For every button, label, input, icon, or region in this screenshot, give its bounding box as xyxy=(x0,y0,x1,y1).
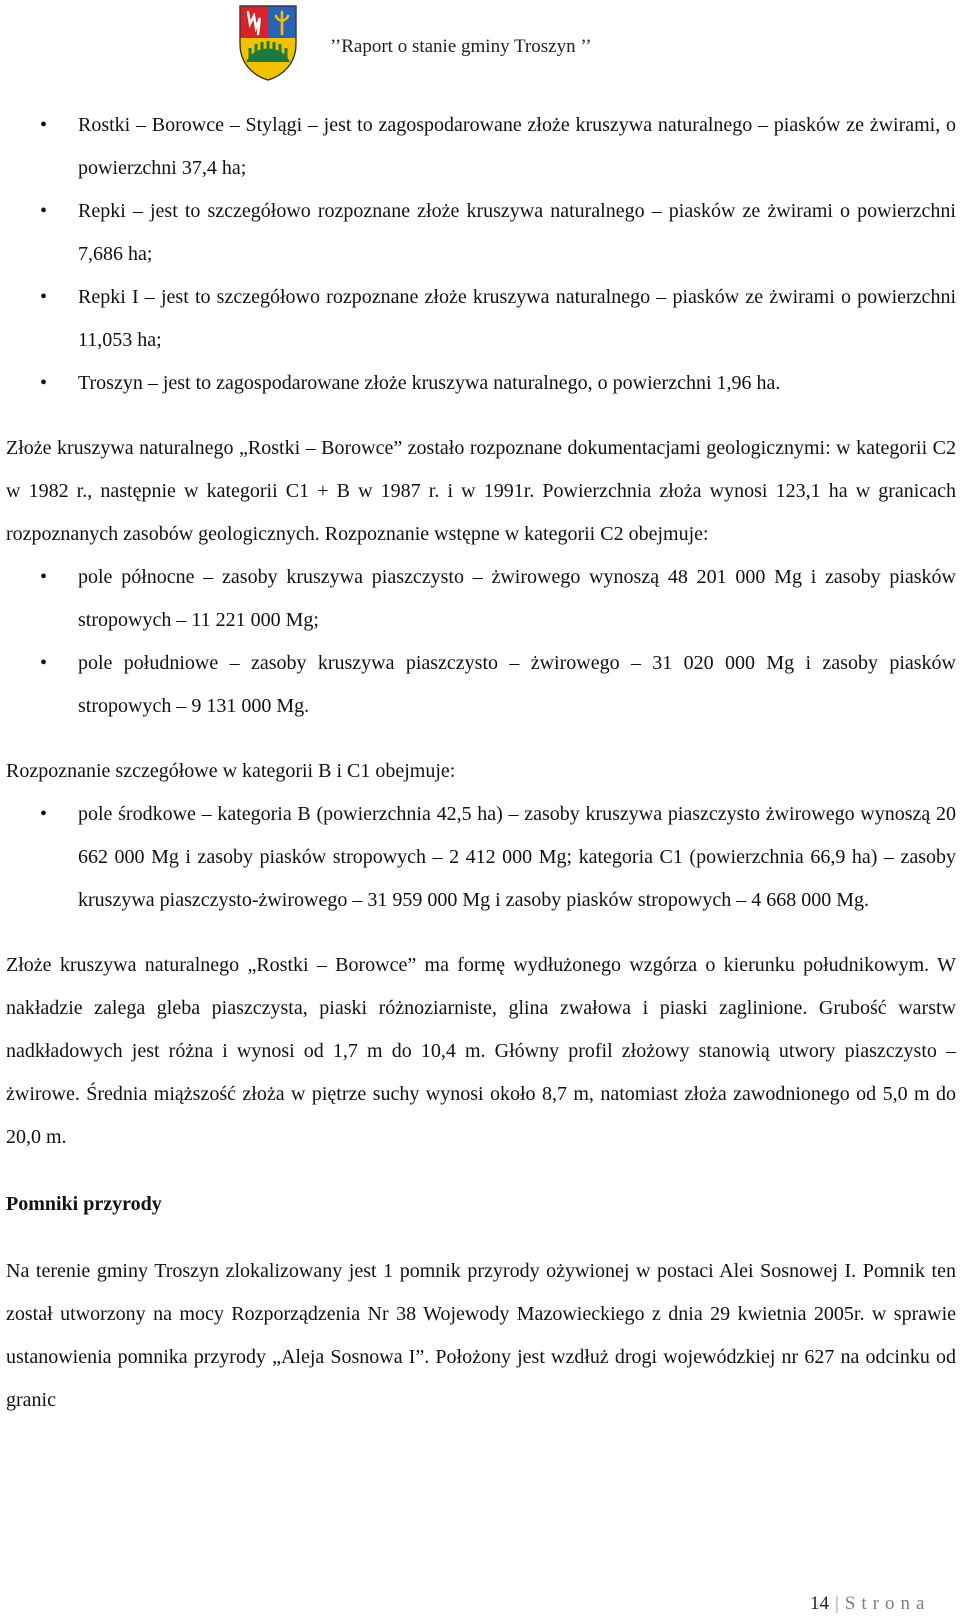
list-item: • pole północne – zasoby kruszywa piaszczysto – żwirowego wynoszą 48 201 000 Mg i zasoby piasków stropowych – 11 221 000 Mg; xyxy=(6,556,956,642)
footer-separator: | xyxy=(835,1593,839,1614)
page-header xyxy=(0,0,960,90)
report-title: ’’Raport o stanie gminy Troszyn ’’ xyxy=(330,36,592,57)
page-label: Strona xyxy=(844,1593,931,1614)
page-footer xyxy=(810,1593,930,1615)
list-item: • pole środkowe – kategoria B (powierzchnia 42,5 ha) – zasoby kruszywa piaszczysto żwirowego wynoszą 20 662 000 Mg i zasoby piasków stropowych – 2 412 000 Mg; kategoria C1 (powierzchnia 66,9 ha) – zasoby kruszywa piaszczysto-żwirowego – 31 959 000 Mg i zasoby piasków stropowych – 4 668 000 Mg. xyxy=(6,793,956,922)
list-item: • Repki I – jest to szczegółowo rozpoznane złoże kruszywa naturalnego – piasków ze żwirami o powierzchni 11,053 ha; xyxy=(6,276,956,362)
page-number: 14 xyxy=(810,1593,829,1614)
paragraph-deposit-form: Złoże kruszywa naturalnego „Rostki – Borowce” ma formę wydłużonego wzgórza o kierunku południkowym. W nakładzie zalega gleba piaszczysta, piaski różnoziarniste, glina zwałowa i piaski zaglinione. Grubość warstw nadkładowych jest różna i wynosi od 1,7 m do 10,4 m. Główny profil złożowy stanowią utwory piaszczysto – żwirowe. Średnia miąższość złoża w piętrze suchy wynosi około 8,7 m, natomiast złoża zawodnionego od 5,0 m do 20,0 m. xyxy=(6,954,956,1148)
paragraph-detailed-recognition: Rozpoznanie szczegółowe w kategorii B i C1 obejmuje: xyxy=(6,760,456,782)
page-content xyxy=(6,104,956,1422)
list-item: • Troszyn – jest to zagospodarowane złoże kruszywa naturalnego, o powierzchni 1,96 ha. xyxy=(6,362,956,405)
section-heading: Pomniki przyrody xyxy=(6,1193,162,1215)
list-item: • Rostki – Borowce – Stylągi – jest to zagospodarowane złoże kruszywa naturalnego – piasków ze żwirami, o powierzchni 37,4 ha; xyxy=(6,104,956,190)
b-c1-fields-list xyxy=(6,793,956,922)
deposits-list xyxy=(6,104,956,405)
list-item: • pole południowe – zasoby kruszywa piaszczysto – żwirowego – 31 020 000 Mg i zasoby piasków stropowych – 9 131 000 Mg. xyxy=(6,642,956,728)
list-item: • Repki – jest to szczegółowo rozpoznane złoże kruszywa naturalnego – piasków ze żwirami o powierzchni 7,686 ha; xyxy=(6,190,956,276)
c2-fields-list xyxy=(6,556,956,728)
coat-of-arms-icon xyxy=(236,4,300,82)
paragraph-deposit-recognition: Złoże kruszywa naturalnego „Rostki – Borowce” zostało rozpoznane dokumentacjami geologicznymi: w kategorii C2 w 1982 r., następnie w kategorii C1 + B w 1987 r. i w 1991r. Powierzchnia złoża wynosi 123,1 ha w granicach rozpoznanych zasobów geologicznych. Rozpoznanie wstępne w kategorii C2 obejmuje: xyxy=(6,437,956,545)
paragraph-nature-monuments: Na terenie gminy Troszyn zlokalizowany jest 1 pomnik przyrody ożywionej w postaci Alei Sosnowej I. Pomnik ten został utworzony na mocy Rozporządzenia Nr 38 Wojewody Mazowieckiego z dnia 29 kwietnia 2005r. w sprawie ustanowienia pomnika przyrody „Aleja Sosnowa I”. Położony jest wzdłuż drogi wojewódzkiej nr 627 na odcinku od granic xyxy=(6,1260,956,1411)
